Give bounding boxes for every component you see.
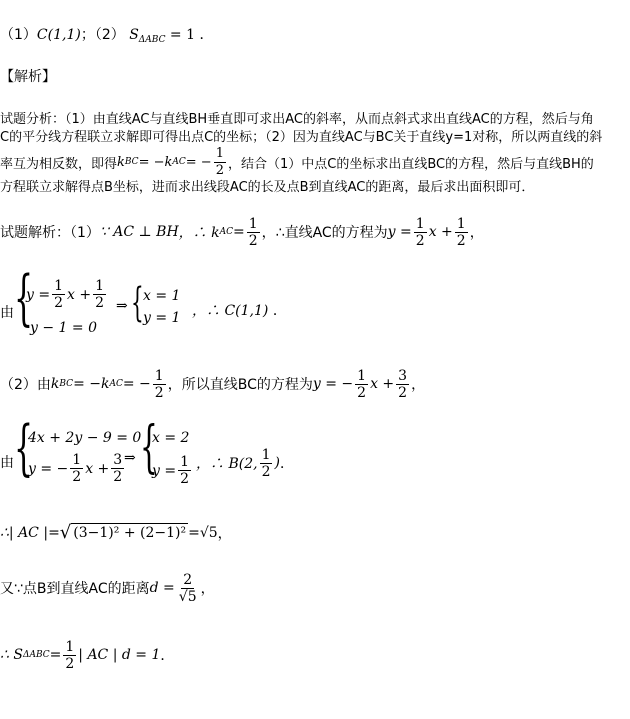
numerator: 1 [154, 367, 164, 384]
denominator: 2 [54, 295, 64, 311]
subscript-ac: AC [172, 157, 186, 167]
you-text: 由 [0, 455, 14, 471]
radicand: (3−1)² + (2−1)² [73, 525, 187, 541]
period: ． [199, 27, 214, 43]
fraction-half [63, 639, 76, 672]
numerator: 1 [54, 278, 64, 294]
denominator: 2 [415, 232, 425, 249]
solution-line-1 [0, 212, 484, 252]
you-label-2 [0, 452, 14, 472]
system1-eq2: y − 1 = 0 [30, 320, 97, 336]
fraction-half [455, 216, 468, 249]
numerator: 1 [357, 367, 367, 384]
system2-res2 [152, 454, 193, 487]
fraction-half [247, 216, 260, 249]
x-plus: x + [428, 224, 453, 240]
slope-eq: = −k [138, 154, 173, 170]
denominator: 2 [398, 384, 408, 401]
denominator: √5 [178, 588, 197, 605]
fraction-half [153, 368, 166, 401]
solution-intro: 试题解析：（1） [0, 225, 100, 241]
denominator: 2 [261, 463, 271, 480]
subscript-bc: BC [59, 379, 74, 389]
area-line [0, 635, 174, 675]
numerator: 1 [456, 215, 466, 232]
part1-label: （1） [0, 27, 37, 43]
answer-summary [0, 24, 213, 45]
numerator: 1 [180, 454, 190, 470]
implies-arrow: ⇒ [116, 298, 128, 314]
analysis-text: C的平分线方程联立求解即可得出点C的坐标；（2）因为直线AC与BC关于直线y=1对称，所以两直线的斜 [0, 130, 603, 145]
equals: = [233, 224, 245, 240]
fraction-half [52, 278, 65, 311]
numerator: 1 [415, 215, 425, 232]
fraction-half [70, 452, 83, 485]
slope-k: ，∴ k [178, 225, 220, 241]
analysis-text: 试题分析：（1）由直线AC与直线BH垂直即可求出AC的斜率，从而点斜式求出直线AC的方程，然后与角 [0, 112, 594, 127]
area-result: | AC | d = 1 [78, 647, 161, 663]
denominator: 2 [65, 655, 75, 672]
radical-icon: √ [59, 522, 72, 543]
paren: ) [274, 455, 280, 471]
b-result [196, 445, 294, 481]
numerator: 1 [248, 215, 258, 232]
ac-length [0, 522, 232, 543]
comma: ， [411, 377, 426, 393]
period: ． [160, 648, 175, 664]
y-equals: y = − [312, 376, 354, 392]
numerator: 3 [398, 367, 408, 384]
c-result [192, 300, 287, 320]
y-equals: y = − [28, 460, 69, 477]
distance-text: 又∵点B到直线AC的距离 [0, 581, 150, 597]
implies-arrow: ⇒ [124, 450, 136, 466]
you-text: 由 [0, 305, 14, 321]
ac-length-label: ∴| AC |= [0, 524, 60, 541]
slope-k: k [50, 376, 60, 392]
fraction-half [414, 216, 427, 249]
minus: = − [122, 376, 151, 392]
numerator: 1 [215, 145, 224, 161]
numerator: 1 [95, 278, 105, 294]
left-brace: { [14, 263, 34, 333]
fraction-half [178, 454, 191, 487]
area-symbol: ∴ S [0, 647, 23, 663]
denominator: 2 [72, 469, 82, 485]
x-plus: x + [370, 376, 395, 392]
system2-eq2 [28, 452, 126, 485]
subscript-bc: BC [124, 157, 139, 167]
numerator: 2 [183, 571, 193, 588]
area-subscript: ΔABC [22, 650, 50, 660]
perpendicular: ∵ AC ⊥ BH [99, 224, 179, 240]
fraction-half [355, 368, 368, 401]
system2-eq1: 4x + 2y − 9 = 0 [28, 430, 142, 446]
part2-label: ；（2） [80, 27, 125, 43]
y-equals: y = [26, 286, 51, 303]
denominator: 2 [180, 471, 190, 487]
denominator: 2 [215, 162, 224, 178]
denominator: 2 [248, 232, 258, 249]
minus: = − [185, 154, 212, 170]
denominator: 2 [357, 384, 367, 401]
analysis-line-1 [0, 108, 594, 127]
analysis-text: ，结合（1）中点C的坐标求出直线BC的方程，然后与直线BH的 [227, 156, 594, 172]
denominator: 2 [95, 295, 105, 311]
fraction-half [260, 447, 273, 480]
numerator: 1 [261, 446, 271, 463]
sqrt-five: √5 [199, 524, 218, 541]
subscript-ac: AC [219, 227, 233, 237]
fraction-half [214, 146, 226, 179]
y-equals: y = [387, 224, 412, 240]
area-answer: = 1 [165, 27, 196, 43]
section-header: 【解析】 [0, 69, 56, 85]
comma: ， [469, 225, 484, 241]
denominator: 2 [113, 469, 123, 485]
y-equals: y = [152, 462, 177, 479]
subscript-ac: AC [109, 379, 123, 389]
analysis-text: 率互为相反数，即得 [0, 156, 118, 172]
distance-line [0, 568, 215, 608]
left-brace: { [14, 413, 34, 483]
numerator: 3 [113, 452, 123, 468]
comma: ， [217, 525, 232, 542]
fraction-distance [177, 572, 199, 605]
system1-eq1 [26, 278, 108, 311]
area-symbol: S [129, 27, 139, 43]
part2-intro: （2）由 [0, 377, 51, 393]
c-coordinates: ，∴ C(1,1) [192, 303, 269, 319]
analysis-line-4 [0, 176, 534, 195]
system1-res1: x = 1 [143, 288, 181, 304]
right-brace: { [131, 280, 144, 326]
right-brace: { [140, 415, 158, 480]
x-plus: x + [85, 460, 110, 477]
fraction-half [93, 278, 106, 311]
numerator: 1 [72, 452, 82, 468]
period: ． [272, 303, 287, 319]
solution-line-2 [0, 364, 425, 404]
system1-res2: y = 1 [143, 310, 181, 326]
denominator: 2 [456, 232, 466, 249]
point-c-answer: C(1,1) [36, 27, 81, 43]
comma: ， [200, 581, 215, 597]
you-label [0, 302, 14, 322]
x-plus: x + [67, 286, 92, 303]
numerator: 1 [65, 638, 75, 655]
fraction-three-halves [396, 368, 409, 401]
line-bc-text: ，所以直线BC的方程为 [167, 377, 313, 393]
period: ． [279, 456, 294, 472]
area-subscript: ΔABC [138, 35, 166, 45]
slope-k: k [117, 154, 125, 170]
b-coordinates: ，∴ B(2, [196, 456, 258, 472]
analysis-text: 方程联立求解得点B坐标，进而求出线段AC的长及点B到直线AC的距离，最后求出面积即可． [0, 180, 535, 195]
denominator: 2 [154, 384, 164, 401]
system2-res1: x = 2 [152, 430, 190, 446]
slope-eq: = −k [73, 376, 110, 392]
line-ac-text: ，∴直线AC的方程为 [261, 225, 388, 241]
d-equals: d = [149, 580, 175, 596]
equals: = [49, 647, 62, 663]
equals: = [188, 524, 200, 541]
fraction-three-halves [111, 452, 124, 485]
